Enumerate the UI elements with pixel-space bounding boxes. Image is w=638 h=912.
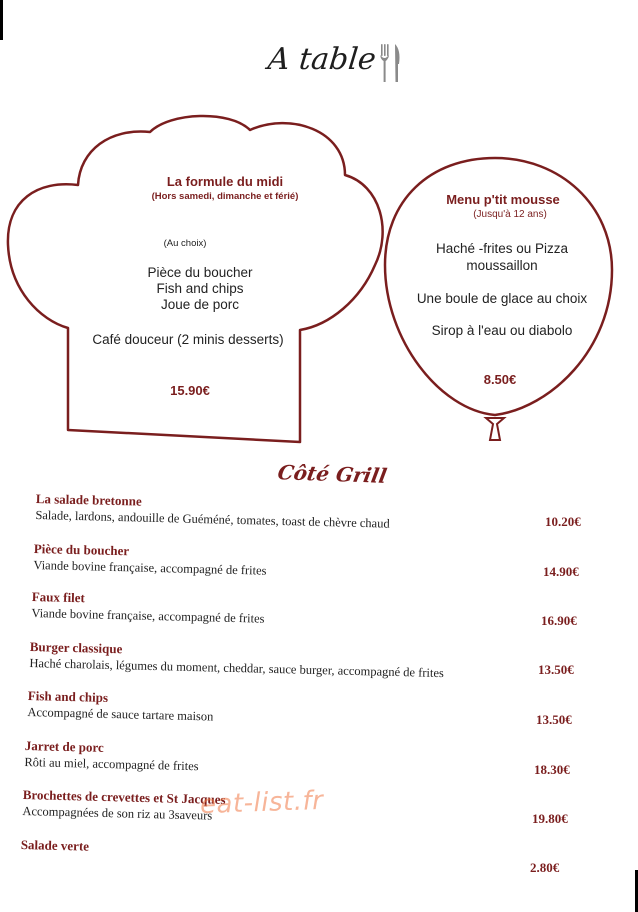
formule-title: La formule du midi [166, 174, 284, 189]
dish-item [33, 541, 267, 579]
page-title: A table [266, 42, 378, 77]
formule-item: Pièce du boucher [147, 265, 253, 280]
dish-description: Haché charolais, légumes du moment, cheddar, sauce burger, accompagné de frites [29, 655, 445, 681]
kids-menu-line: moussaillon [466, 258, 538, 273]
dish-name: Brochettes de crevettes et St Jacques [22, 787, 226, 807]
dish-name: Salade verte [20, 837, 90, 854]
kids-menu-price: 8.50€ [483, 372, 517, 387]
kids-menu-line: Haché -frites ou Pizza [435, 241, 569, 256]
dish-name: La salade bretonne [35, 491, 142, 509]
balloon-knot [486, 418, 504, 440]
dish-price: 14.90€ [543, 564, 579, 579]
formule-item: Joue de porc [160, 297, 240, 312]
dish-name: Faux filet [31, 589, 86, 606]
dish-price: 13.50€ [538, 662, 574, 677]
dish-item [22, 787, 225, 824]
dish-name: Jarret de porc [24, 738, 104, 755]
watermark: eat-list.fr [199, 785, 324, 821]
kids-menu-line: Une boule de glace au choix [416, 291, 588, 306]
section-heading-grill: Côté Grill [275, 460, 389, 488]
dish-price: 19.80€ [532, 811, 568, 826]
formule-cafe: Café douceur (2 minis desserts) [92, 332, 284, 347]
dish-item [31, 589, 265, 627]
dish-description: Accompagnées de son riz au 3saveurs [22, 803, 213, 823]
dish-description: Accompagné de sauce tartare maison [27, 704, 214, 724]
formule-items [100, 265, 300, 313]
formule-choice: (Au choix) [163, 238, 207, 249]
formule-item: Fish and chips [156, 281, 244, 296]
dish-description: Salade, lardons, andouille de Guéméné, tomates, toast de chèvre chaud [35, 507, 390, 531]
kids-menu-subtitle: (Jusqu'à 12 ans) [473, 209, 547, 220]
dish-description: Rôti au miel, accompagné de frites [24, 754, 199, 774]
dish-price: 18.30€ [534, 762, 570, 777]
formule-subtitle: (Hors samedi, dimanche et férié) [151, 191, 299, 202]
dish-description: Viande bovine française, accompagné de frites [31, 605, 265, 626]
kids-menu-line: Sirop à l'eau ou diabolo [431, 323, 573, 338]
formule-price: 15.90€ [170, 383, 210, 398]
dish-name: Pièce du boucher [33, 541, 130, 559]
dish-name: Burger classique [29, 639, 123, 657]
dish-name: Fish and chips [27, 688, 109, 705]
dish-price: 10.20€ [545, 514, 581, 529]
dish-item [21, 837, 90, 856]
dish-price: 16.90€ [541, 613, 577, 628]
dish-item [27, 688, 214, 725]
kids-menu-title: Menu p'tit mousse [446, 192, 560, 207]
dish-price: 2.80€ [530, 860, 560, 875]
dish-description: Viande bovine française, accompagné de frites [33, 557, 267, 578]
dish-price: 13.50€ [536, 712, 572, 727]
dish-item [24, 738, 199, 774]
